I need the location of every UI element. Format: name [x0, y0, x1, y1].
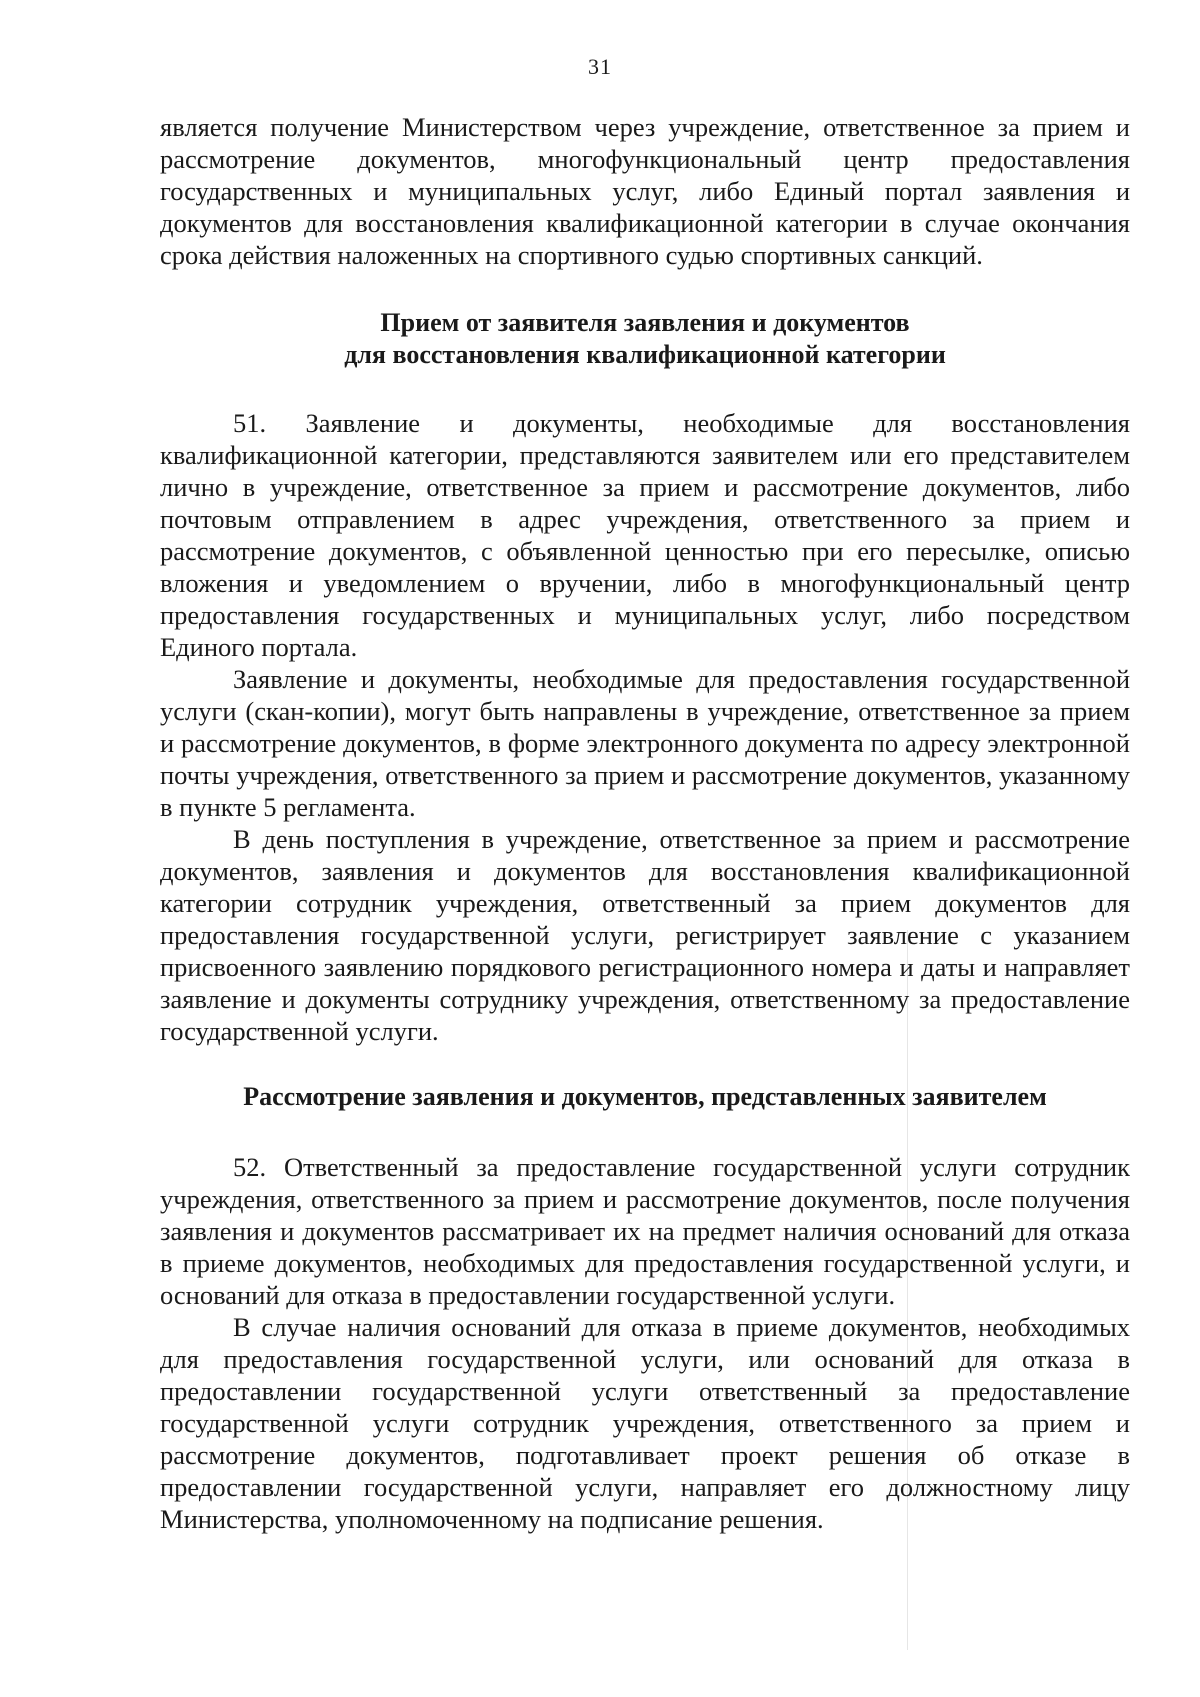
paragraph-51: 51. Заявление и документы, необходимые для восстановления квалификационной категории, представляются заявителем или его представителем лично в учреждение, ответственное за прием и рассмотрение документов, либо почтовым отправлением в адрес учреждения, ответственного за прием и рассмотрение документов, с объявленной ценностью при его пересылке, описью вложения и уведомлением о вручении, либо в многофункциональный центр предоставления государственных и муниципальных услуг, либо посредством Единого портала.: [160, 408, 1130, 662]
paragraph-refusal: В случае наличия оснований для отказа в приеме документов, необходимых для предоставления государственной услуги, или оснований для отказа в предоставлении государственной услуги ответственный за предоставление государственной услуги сотрудник учреждения, ответственного за прием и рассмотрение документов, подготавливает проект решения об отказе в предоставлении государственной услуги, направляет его должностному лицу Министерства, уполномоченному на подписание решения.: [160, 1312, 1130, 1534]
section-heading-review: Рассмотрение заявления и документов, представленных заявителем: [243, 1082, 1047, 1111]
section-heading-reception: [160, 307, 1130, 371]
spacer: [160, 271, 1130, 307]
document-body: [160, 111, 1130, 1535]
paragraph-52: 52. Ответственный за предоставление государственной услуги сотрудник учреждения, ответственного за прием и рассмотрение документов, после получения заявления и документов рассматривает их на предмет наличия оснований для отказа в приеме документов, необходимых для предоставления государственной услуги, и оснований для отказа в предоставлении государственной услуги.: [160, 1152, 1130, 1310]
page-number: 31: [588, 54, 612, 79]
paragraph-registration: В день поступления в учреждение, ответственное за прием и рассмотрение документов, заявления и документов для восстановления квалификационной категории сотрудник учреждения, ответственный за прием документов для предоставления государственной услуги, регистрирует заявление с указанием присвоенного заявлению порядкового регистрационного номера и даты и направляет заявление и документы сотруднику учреждения, ответственному за предоставление государственной услуги.: [160, 824, 1130, 1046]
intro-paragraph: является получение Министерством через учреждение, ответственное за прием и рассмотрение документов, многофункциональный центр предоставления государственных и муниципальных услуг, либо Единый портал заявления и документов для восстановления квалификационной категории в случае окончания срока действия наложенных на спортивного судью спортивных санкций.: [160, 112, 1130, 270]
paragraph-electronic-submission: Заявление и документы, необходимые для предоставления государственной услуги (скан-копии), могут быть направлены в учреждение, ответственное за прием и рассмотрение документов, в форме электронного документа по адресу электронной почты учреждения, ответственного за прием и рассмотрение документов, указанному в пункте 5 регламента.: [160, 664, 1130, 822]
spacer: [160, 1047, 1130, 1081]
spacer: [160, 371, 1130, 407]
section-heading-line-2: для восстановления квалификационной категории: [344, 340, 946, 369]
spacer: [160, 1113, 1130, 1151]
section-heading-line-1: Прием от заявителя заявления и документов: [380, 308, 910, 337]
